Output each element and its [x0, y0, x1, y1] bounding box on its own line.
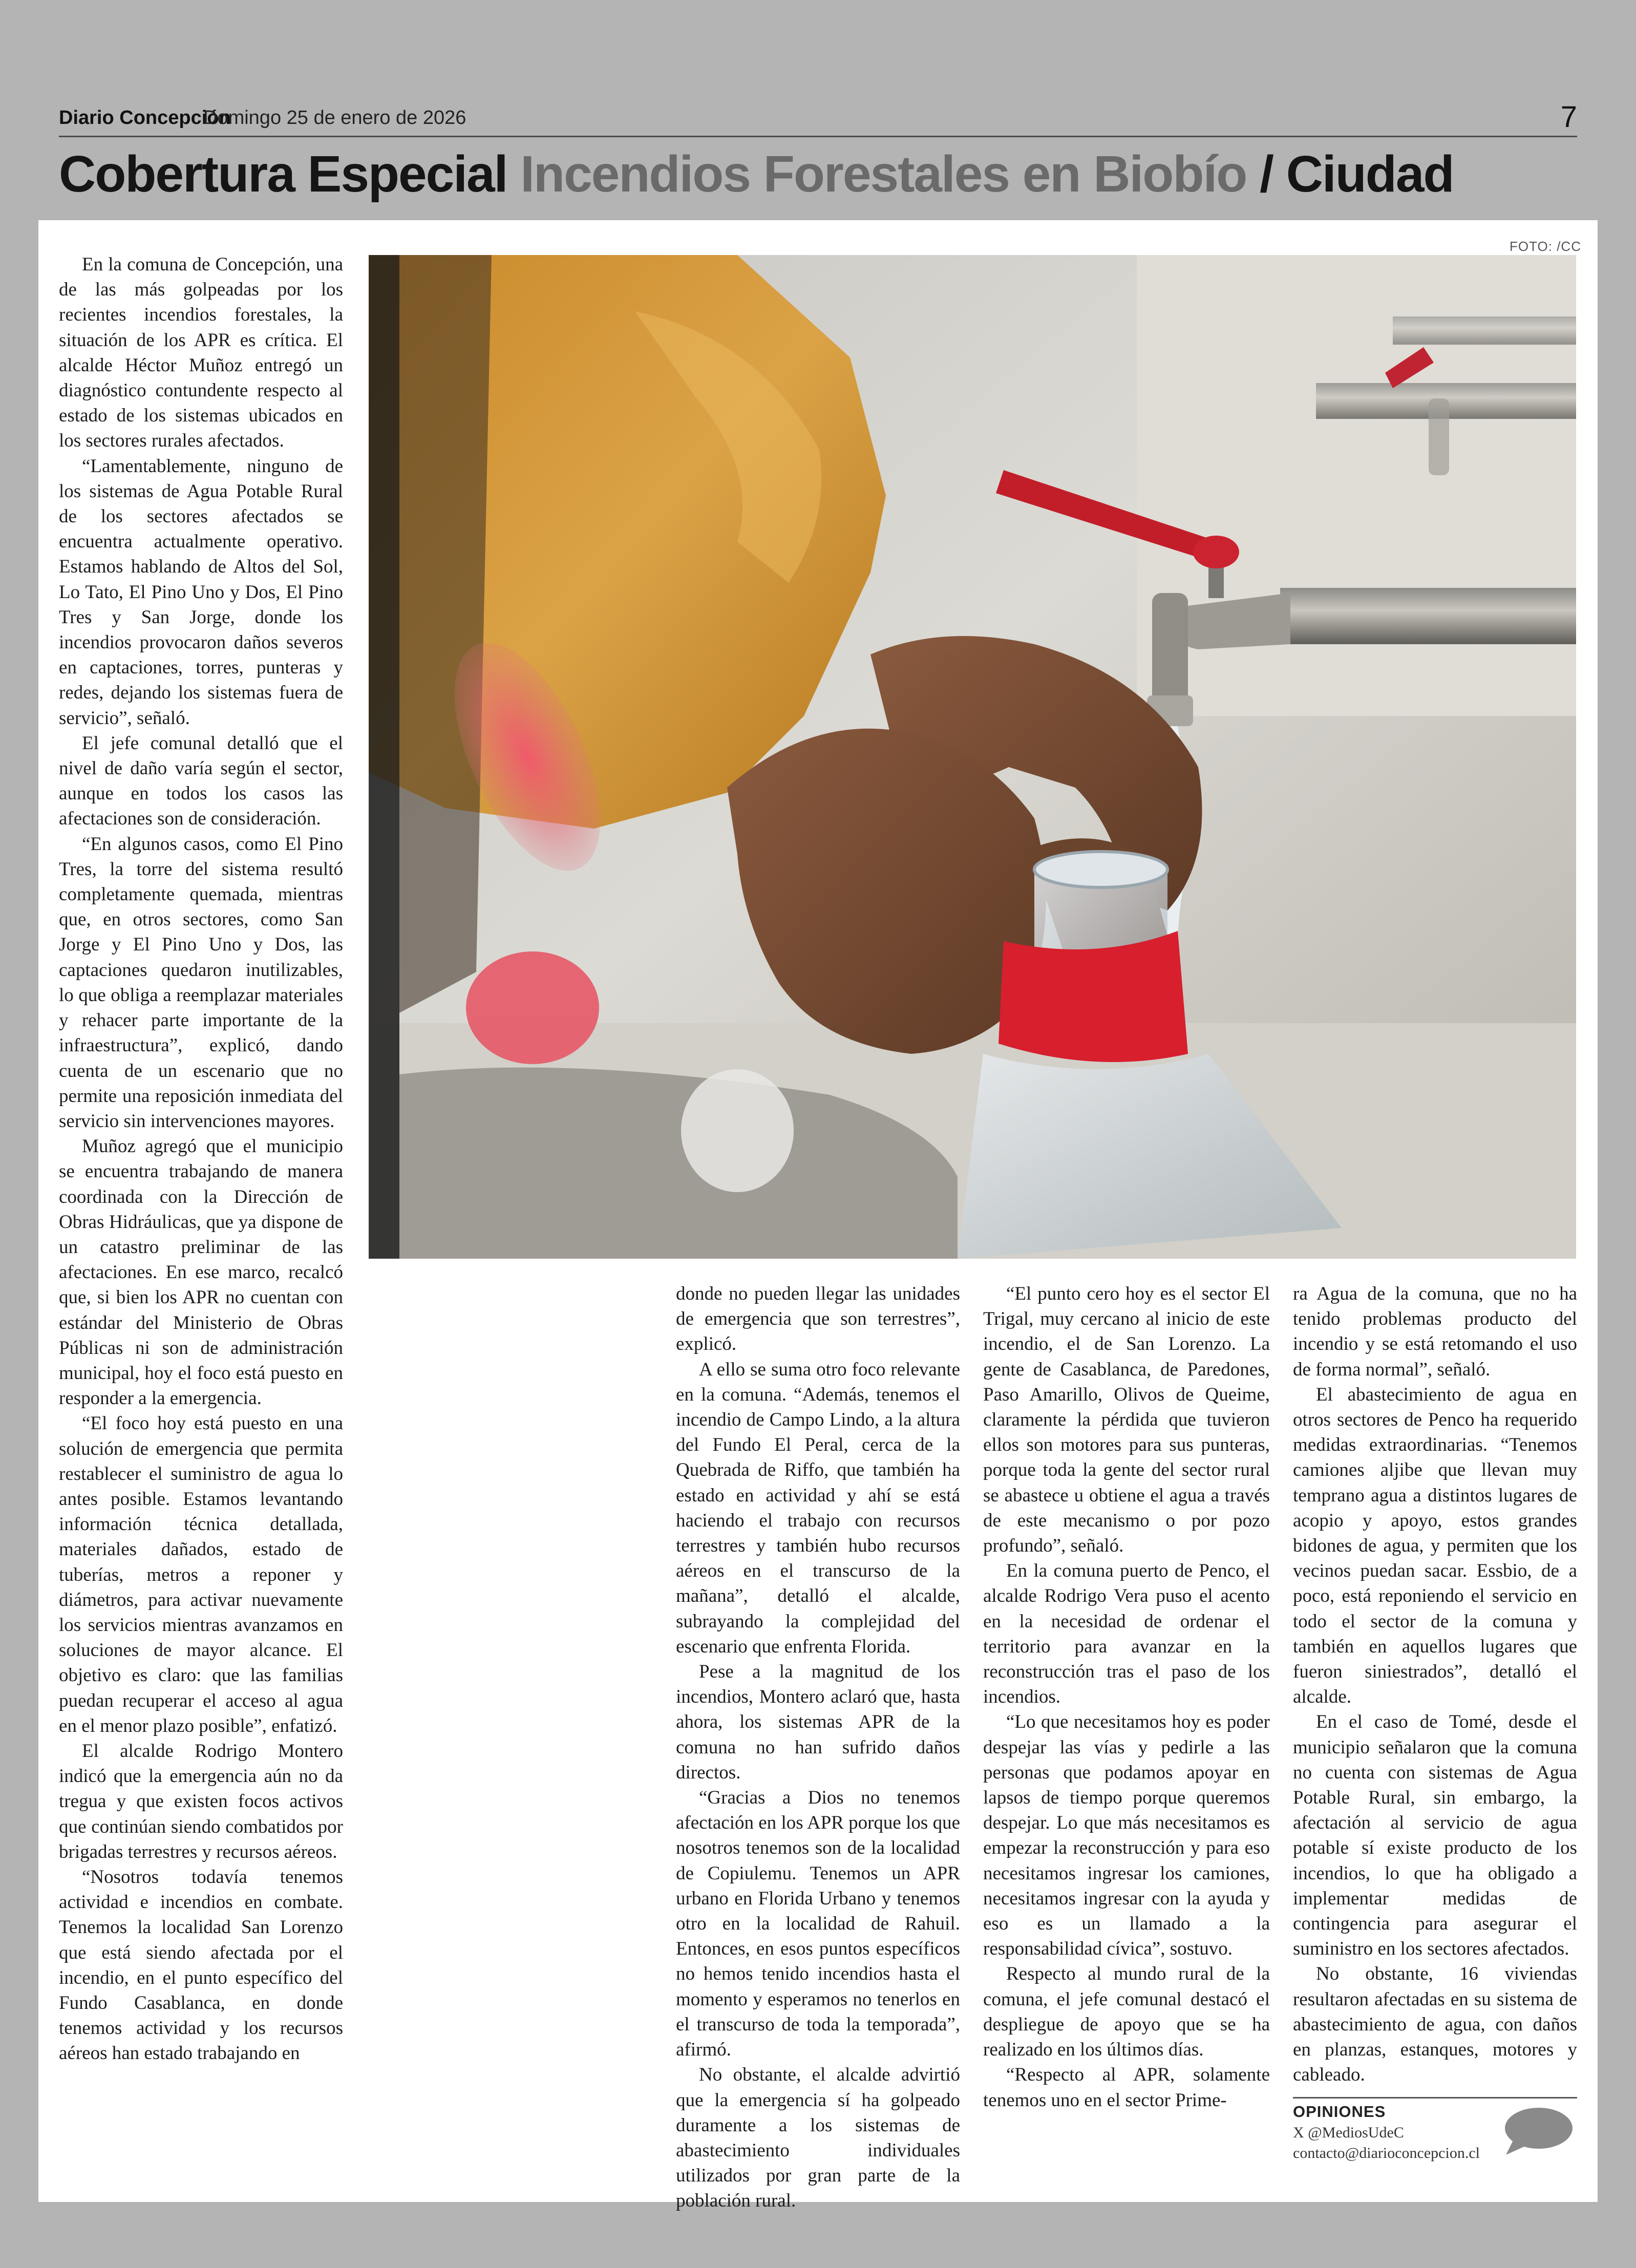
contact-email[interactable]: contacto@diarioconcepcion.cl — [1293, 2145, 1480, 2161]
paper-name: Diario Concepción — [59, 107, 231, 129]
paragraph: “En algunos casos, como El Pino Tres, la torre del sistema resultó completamente quemada, mientras que, en otros sectores, como San Jorge y El Pino Uno y Dos, las captaciones quedaron inutilizables, lo que obliga a reemplazar materiales y rehacer parte importante de la infraestructura”, explicó, dando cuenta de un escenario que no permite una reposición inmediata del servicio sin intervenciones mayores. — [59, 833, 343, 1132]
paragraph: “Lamentablemente, ninguno de los sistemas de Agua Potable Rural de los sectores afectados se encuentra actualmente operativo. Estamos hablando de Altos del Sol, Lo Tato, El Pino Uno y Dos, El Pino Tres y San Jorge, donde los incendios provocaron daños severos en captaciones, torres, punteras y redes, dejando los sistemas fuera de servicio”, señaló. — [59, 455, 343, 729]
article-column-1 — [59, 252, 343, 2066]
paragraph: El abastecimiento de agua en otros sectores de Penco ha requerido medidas extraordinarias. “Tenemos camiones aljibe que llevan muy temprano agua a distintos lugares de acopio y apoyo, estos grandes bidones de agua, y permiten que los vecinos puedan sacar. Essbio, de a poco, está reponiendo el servicio en todo el sector de la comuna y también en aquellos lugares que fueron siniestrados”, detalló el alcalde. — [1293, 1384, 1577, 1708]
article-column-4 — [1293, 1281, 1577, 2088]
section-title-topic: Incendios Forestales en Biobío — [520, 145, 1247, 203]
section-title-city: Ciudad — [1286, 145, 1454, 203]
paragraph: El alcalde Rodrigo Montero indicó que la emergencia aún no da tregua y que existen focos activos que continúan siendo combatidos por brigadas terrestres y recursos aéreos. — [59, 1740, 343, 1862]
water-tap-photo — [369, 255, 1576, 1259]
paragraph: En la comuna puerto de Penco, el alcalde Rodrigo Vera puso el acento en la necesidad de ordenar el territorio para avanzar en la reconstrucción tras el paso de los incendios. — [983, 1560, 1270, 1708]
page-number: 7 — [1560, 100, 1577, 134]
paragraph: Muñoz agregó que el municipio se encuentra trabajando de manera coordinada con la Dirección de Obras Hidráulicas, que ya dispone de un catastro preliminar de las afectaciones. En ese marco, recalcó que, si bien los APR no cuentan con estándar del Ministerio de Obras Públicas ni son de administración municipal, hoy el foco está puesto en responder a la emergencia. — [59, 1136, 343, 1409]
section-title-special: Cobertura Especial — [59, 145, 507, 203]
opinions-title: OPINIONES — [1293, 2103, 1386, 2121]
section-title-separator: / — [1260, 145, 1273, 203]
paragraph: No obstante, el alcalde advirtió que la emergencia sí ha golpeado duramente a los sistemas de abastecimiento individuales utilizados por gran parte de la población rural. — [676, 2064, 960, 2212]
paragraph: donde no pueden llegar las unidades de emergencia que son terrestres”, explicó. — [676, 1283, 960, 1355]
paragraph: Respecto al mundo rural de la comuna, el jefe comunal destacó el despliegue de apoyo que se ha realizado en los últimos días. — [983, 1963, 1270, 2061]
speech-bubble-icon — [1502, 2106, 1574, 2157]
paragraph: No obstante, 16 viviendas resultaron afectadas en su sistema de abastecimiento de agua, con daños en planzas, estanques, motores y cableado. — [1293, 1963, 1577, 2086]
masthead — [59, 100, 1577, 137]
issue-date: Domingo 25 de enero de 2026 — [203, 107, 466, 129]
paragraph: A ello se suma otro foco relevante en la comuna. “Además, tenemos el incendio de Campo Lindo, a la altura del Fundo El Peral, cerca de la Quebrada de Riffo, que también ha estado en actividad y ahí se está haciendo el trabajo con recursos terrestres y también hubo recursos aéreos en el transcurso de la mañana”, detalló el alcalde, subrayando la complejidad del escenario que enfrenta Florida. — [676, 1359, 960, 1657]
paragraph: Pese a la magnitud de los incendios, Montero aclaró que, hasta ahora, los sistemas APR de la comuna no han sufrido daños directos. — [676, 1661, 960, 1783]
paragraph: En el caso de Tomé, desde el municipio señalaron que la comuna no cuenta con sistemas de Agua Potable Rural, sin embargo, la afectación al servicio de agua potable sí existe producto de los incendios, lo que ha obligado a implementar medidas de contingencia para asegurar el suministro en los sectores afectados. — [1293, 1711, 1577, 1960]
article-column-3 — [983, 1281, 1270, 2113]
paragraph: “Gracias a Dios no tenemos afectación en los APR porque los que nosotros tenemos son de la localidad de Copiulemu. Tenemos un APR urbano en Florida Urbano y tenemos otro en la localidad de Rahuil. Entonces, en esos puntos específicos no hemos tenido incendios hasta el momento y esperamos no tenerlos en el transcurso de toda la temporada”, afirmó. — [676, 1787, 960, 2061]
article-column-2 — [676, 1281, 960, 2214]
paragraph: “El punto cero hoy es el sector El Trigal, muy cercano al inicio de este incendio, el de San Lorenzo. La gente de Casablanca, de Paredones, Paso Amarillo, Olivos de Queime, claramente la pérdida que tuvieron ellos son motores para sus punteras, porque toda la gente del sector rural se abastece u obtiene el agua a través de este mecanismo o por pozo profundo”, señaló. — [983, 1283, 1270, 1557]
paragraph: El jefe comunal detalló que el nivel de daño varía según el sector, aunque en todos los casos las afectaciones son de consideración. — [59, 732, 343, 830]
paragraph: “Nosotros todavía tenemos actividad e incendios en combate. Tenemos la localidad San Lorenzo que está siendo afectada por el incendio, en el punto específico del Fundo Casablanca, en donde tenemos actividad y los recursos aéreos han estado trabajando en — [59, 1867, 343, 2064]
opinions-box — [1293, 2097, 1577, 2163]
paragraph: ra Agua de la comuna, que no ha tenido problemas producto del incendio y se está retomando el uso de forma normal”, señaló. — [1293, 1283, 1577, 1380]
section-title — [59, 145, 1577, 206]
photo-credit: FOTO: /CC — [1510, 239, 1581, 254]
paragraph: “El foco hoy está puesto en una solución de emergencia que permita restablecer el suministro de agua lo antes posible. Estamos levantando información técnica detallada, materiales dañados, estado de tuberías, metros a reponer y diámetros, para activar nuevamente los servicios mientras avanzamos en soluciones de mayor alcance. El objetivo es claro: que las familias puedan recuperar el acceso al agua en el menor plazo posible”, enfatizó. — [59, 1413, 343, 1736]
social-handle[interactable]: X @MediosUdeC — [1293, 2124, 1404, 2141]
paragraph: En la comuna de Concepción, una de las más golpeadas por los recientes incendios forestales, la situación de los APR es crítica. El alcalde Héctor Muñoz entregó un diagnóstico contundente respecto al estado de los sistemas ubicados en los sectores rurales afectados. — [59, 254, 343, 452]
paragraph: “Respecto al APR, solamente tenemos uno en el sector Prime- — [983, 2064, 1270, 2111]
paragraph: “Lo que necesitamos hoy es poder despejar las vías y pedirle a las personas que podamos apoyar en lapsos de tiempo porque queremos despejar. Lo que más necesitamos es empezar la reconstrucción y para eso necesitamos ingresar los camiones, necesitamos ingresar con la ayuda y eso es un llamado a la responsabilidad cívica”, sostuvo. — [983, 1711, 1270, 1960]
